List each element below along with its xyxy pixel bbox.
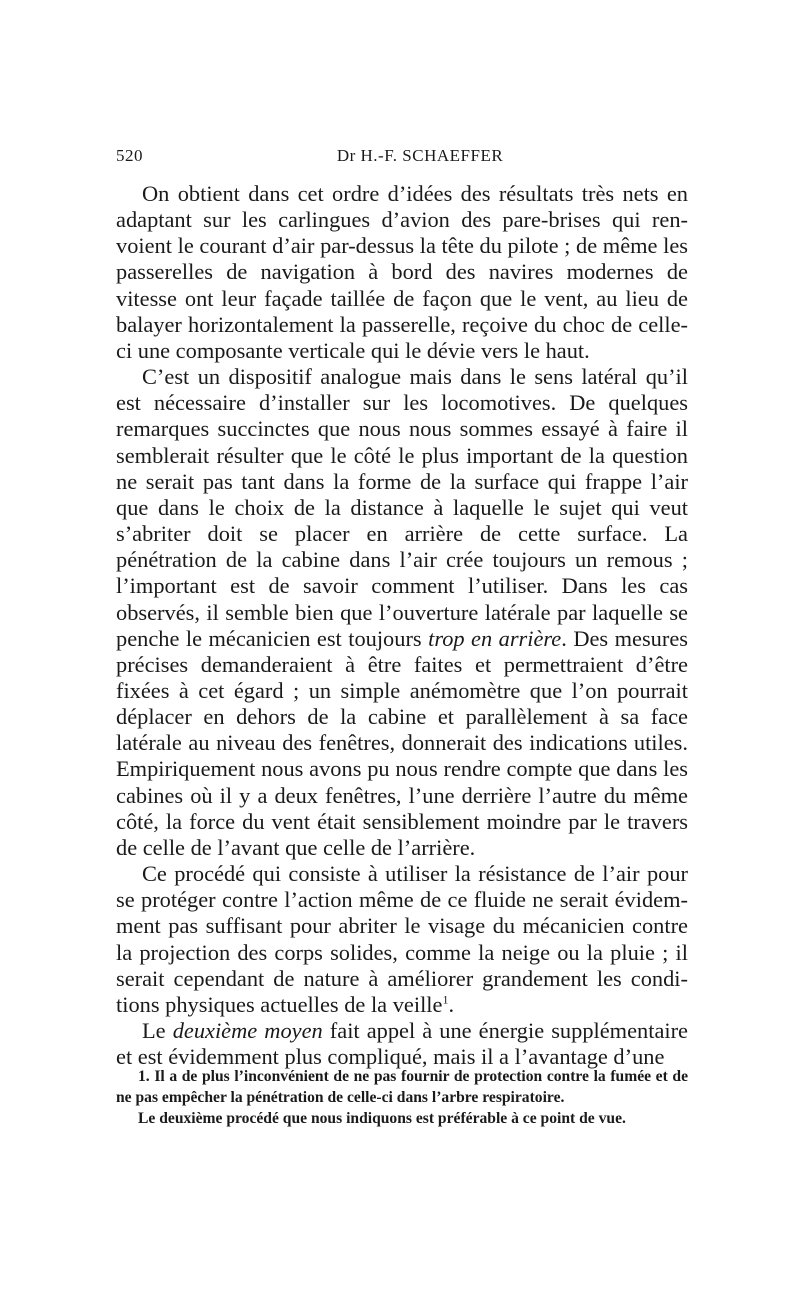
paragraph-4	[116, 1018, 688, 1070]
footnote-1-continuation: Le deuxième procédé que nous indiquons est préférable à ce point de vue.	[138, 1110, 626, 1127]
page-number: 520	[116, 146, 143, 165]
footnotes	[116, 1066, 688, 1129]
paragraph-2-text-b: . Des mesures précises demanderaient à être faites et permettraient d’être fixées à cet égard ; un simple anémomètre que l’on pourrait déplacer en dehors de la cabine et parallèlement à sa face latérale au niveau des fenêtres, donnerait des indications utiles. Empiriquement nous avons pu nous rendre compte que dans les cabines où il y a deux fenêtres, l’une derrière l’autre du même côté, la force du vent était sensiblement moindre par le travers de celle de l’avant que celle de l’arrière.	[116, 625, 688, 860]
paragraph-3-end: .	[448, 991, 455, 1017]
footnote-1: 1. Il a de plus l’inconvénient de ne pas fournir de protection contre la fumée et de ne pas empêcher la pénétration de celle-ci dans l’arbre respiratoire.	[116, 1068, 688, 1106]
emphasis-trop-en-arriere: trop en arrière	[428, 625, 562, 651]
paragraph-1: On obtient dans cet ordre d’idées des résultats très nets en adaptant sur les carlingues d’avion des pare-brises qui renvoient le courant d’air par-dessus la tête du pilote ; de même les passerelles de navigation à bord des navires modernes de vitesse ont leur façade taillée de façon que le vent, au lieu de balayer horizontalement la passerelle, reçoive du choc de celle-ci une composante verticale qui le dévie vers le haut.	[116, 181, 688, 363]
running-title: Dr H.-F. SCHAEFFER	[336, 146, 504, 165]
footnote-marker: 1	[442, 992, 449, 1007]
running-header	[116, 146, 688, 172]
emphasis-deuxieme-moyen: deuxième moyen	[172, 1018, 323, 1043]
paragraph-2	[116, 364, 688, 861]
paragraph-3-text: Ce procédé qui consiste à utiliser la résistance de l’air pour se protéger contre l’action même de ce fluide ne serait évidemment pas suffisant pour abriter le visage du mécanicien contre la projection des corps solides, comme la neige ou la pluie ; il serait cependant de nature à améliorer grandement les conditions physiques actuelles de la veille	[116, 861, 688, 1017]
paragraph-4-text-a: Le	[142, 1018, 173, 1043]
paragraph-4-text-b: fait appel à une énergie supplémentaire et est évidemment plus compliqué, mais il a l’avantage d’une	[116, 1018, 688, 1070]
paragraph-3	[116, 861, 688, 1018]
paragraph-2-text-a: C’est un dispositif analogue mais dans le sens latéral qu’il est nécessaire d’installer sur les locomotives. De quelques remarques succinctes que nous nous sommes essayé à faire il semblerait résulter que le côté le plus important de la question ne serait pas tant dans la forme de la surface qui frappe l’air que dans le choix de la distance à laquelle le sujet qui veut s’abriter doit se placer en arrière de cette surface. La pénétration de la cabine dans l’air crée toujours un remous ; l’important est de savoir comment l’utiliser. Dans les cas observés, il semble bien que l’ouverture latérale par laquelle se penche le mécanicien est toujours	[116, 364, 688, 651]
body-text	[116, 181, 688, 1070]
